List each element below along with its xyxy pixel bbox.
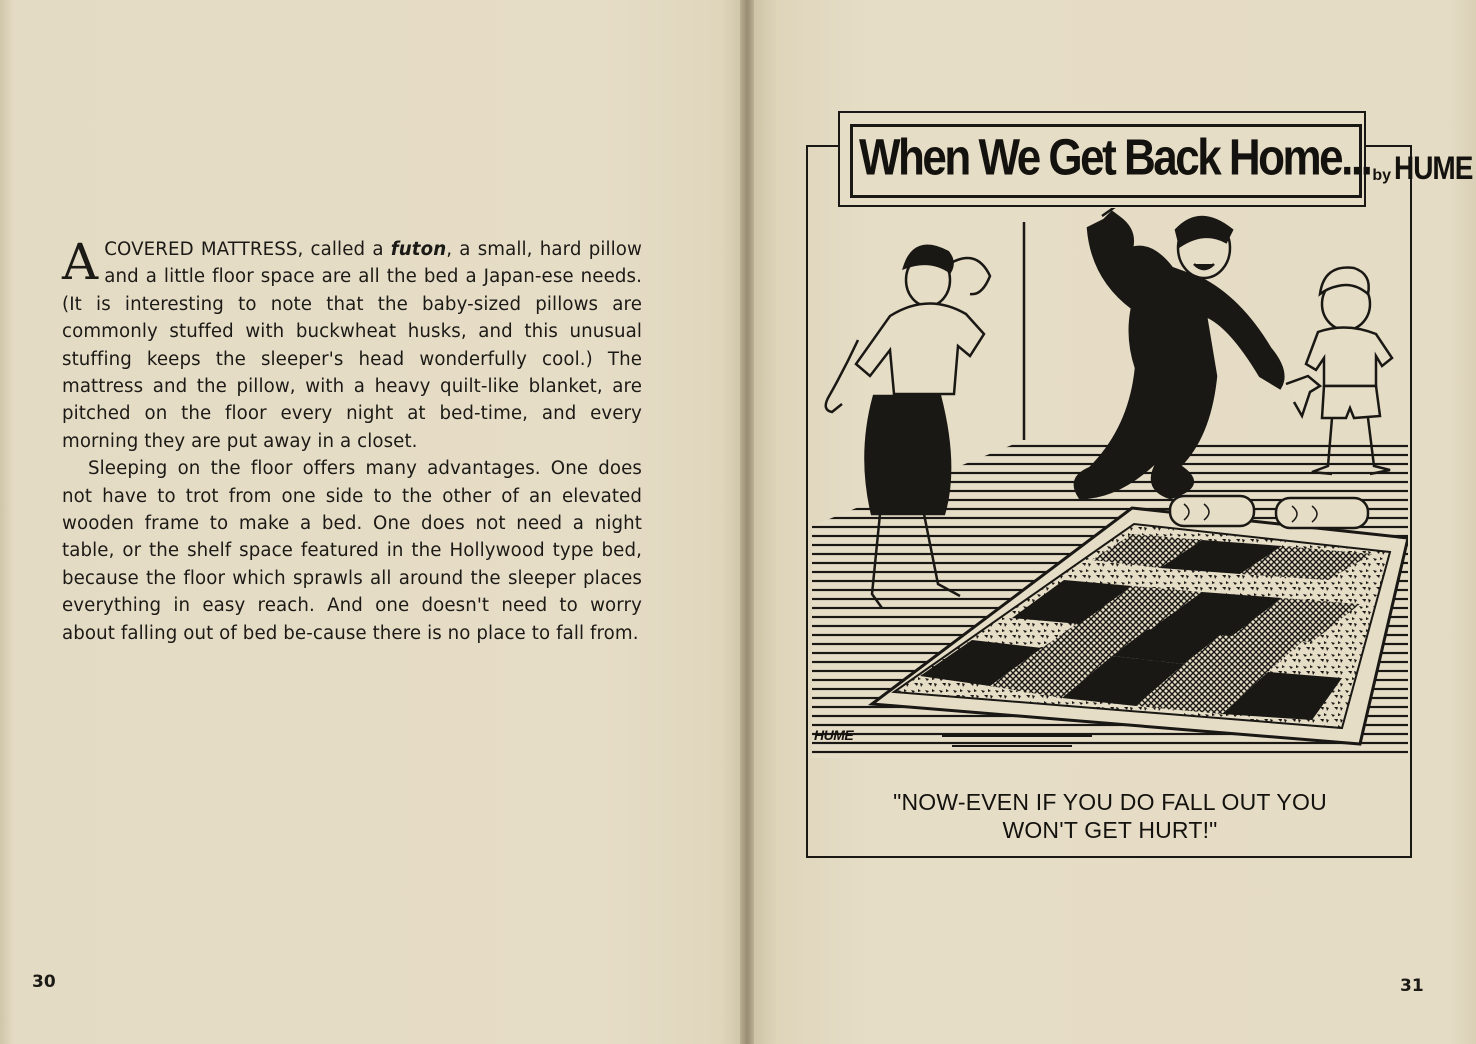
cartoon-illustration [812,208,1408,758]
paragraph-1-lead: COVERED MATTRESS, called a [104,239,391,260]
artist-signature: HUME [814,727,854,743]
cartoon-title-box [850,124,1473,198]
drop-cap: A [62,233,99,291]
cartoon-author: HUME [1393,150,1473,186]
cartoon-caption [820,788,1400,844]
book-gutter [740,0,754,1044]
paragraph-2: Sleeping on the floor offers many advantages. One does not have to trot from one side to the other of an elevated wooden frame to make a bed. One does not need a night table, or the shelf space featured in the Hollywood type bed, because the floor which sprawls all around the sleeper places everything in easy reach. And one doesn't need to worry about falling out of bed be-cause there is no place to fall from. [62,458,642,644]
cartoon-title: When We Get Back Home... [859,129,1371,186]
page-number-left: 30 [32,972,56,992]
page-number-right: 31 [1400,976,1424,996]
caption-line-2: WON'T GET HURT!" [1002,817,1218,843]
paragraph-1 [62,233,642,455]
body-text [62,233,642,647]
paragraph-1-rest: , a small, hard pillow and a little floor space are all the bed a Japan-ese needs. (It is interesting to note that the baby-sized pillows are commonly stuffed with buckwheat husks, and this unusual stuffing keeps the sleeper's head wonderfully cool.) The mattress and the pillow, with a heavy quilt-like blanket, are pitched on the floor every night at bed-time, and every morning they are put away in a closet. [62,239,642,452]
futon-term: futon [390,239,447,260]
cartoon-by: by [1372,167,1391,184]
caption-line-1: "NOW-EVEN IF YOU DO FALL OUT YOU [893,789,1327,815]
